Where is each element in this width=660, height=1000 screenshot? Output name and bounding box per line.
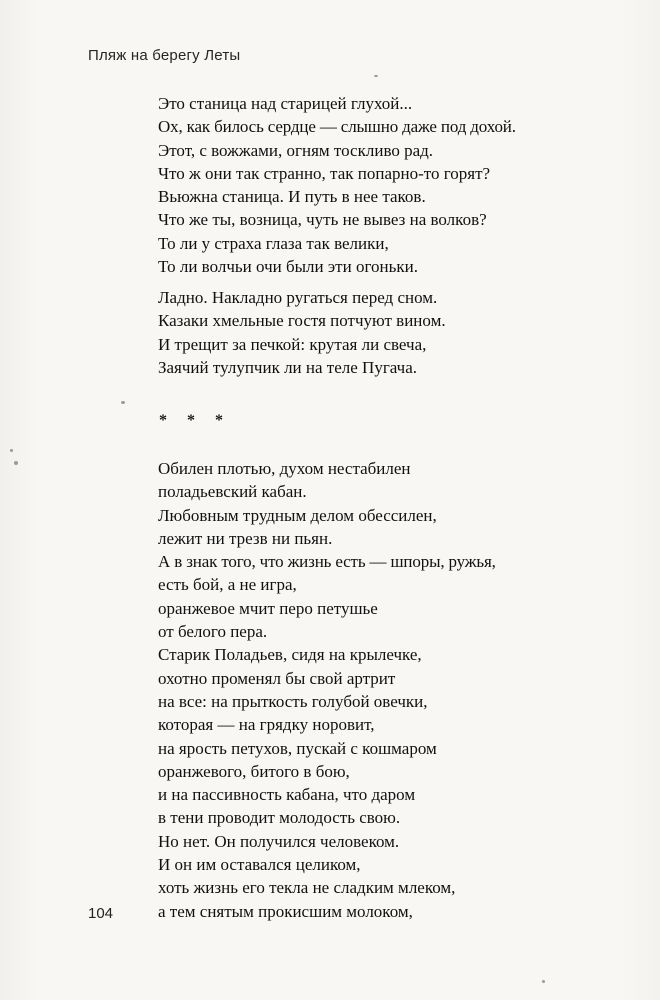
- poem-line: на ярость петухов, пускай с кошмаром: [158, 738, 437, 758]
- poem-line: Обилен плотью, духом нестабилен: [158, 459, 411, 478]
- poem-line: поладьевский кабан.: [158, 482, 307, 502]
- print-speck: [121, 401, 125, 404]
- print-speck: [542, 980, 545, 983]
- poem-line: и на пассивность кабана, что даром: [158, 785, 416, 805]
- poem-line: Заячий тулупчик ли на теле Пугача.: [158, 357, 418, 377]
- page-number: 104: [88, 905, 114, 922]
- poem-line: есть бой, а не игра,: [158, 575, 297, 595]
- poem-line: в тени проводит молодость свою.: [158, 808, 401, 828]
- poem-line: Это станица над старицей глухой...: [158, 94, 413, 113]
- poem-line: Этот, с вожжами, огням тоскливо рад.: [158, 140, 434, 160]
- poem-line: Ох, как билось сердце — слышно даже под дохой.: [158, 117, 516, 137]
- poem-2: [158, 457, 496, 923]
- poem-line: Что же ты, возница, чуть не вывез на волков?: [158, 210, 487, 230]
- poem-line: То ли у страха глаза так велики,: [158, 233, 389, 253]
- poem-line: Вьюжна станица. И путь в нее таков.: [158, 187, 426, 207]
- print-speck: [10, 449, 13, 452]
- poem-line: хоть жизнь его текла не сладким млеком,: [158, 878, 456, 898]
- poem-line: Старик Поладьев, сидя на крылечке,: [158, 645, 422, 665]
- poem-line: И трещит за печкой: крутая ли свеча,: [158, 334, 427, 354]
- print-speck: [374, 75, 378, 77]
- poem-1-stanza-1: [158, 92, 516, 278]
- poem-line: И он им оставался целиком,: [158, 855, 361, 875]
- poem-line: оранжевое мчит перо петушье: [158, 598, 378, 618]
- poem-line: Казаки хмельные гостя потчуют вином.: [158, 311, 446, 331]
- poem-line: лежит ни трезв ни пьян.: [158, 528, 333, 548]
- poem-line: Ладно. Накладно ругаться перед сном.: [158, 288, 438, 307]
- poem-line: оранжевого, битого в бою,: [158, 761, 350, 781]
- poem-line: А в знак того, что жизнь есть — шпоры, ружья,: [158, 552, 496, 572]
- poem-line: охотно променял бы свой артрит: [158, 668, 396, 688]
- poem-line: Но нет. Он получился человеком.: [158, 831, 400, 851]
- poem-line: а тем снятым прокисшим молоком,: [158, 901, 413, 921]
- poem-line: на все: на прыткость голубой овечки,: [158, 691, 428, 711]
- section-separator: * * *: [159, 412, 231, 429]
- print-speck: [14, 461, 18, 465]
- poem-line: Что ж они так странно, так попарно-то горят?: [158, 163, 491, 183]
- poem-1-stanza-2: [158, 286, 446, 379]
- poem-line: То ли волчьи очи были эти огоньки.: [158, 257, 418, 277]
- running-title: Пляж на берегу Леты: [88, 47, 241, 64]
- poem-line: которая — на грядку норовит,: [158, 715, 375, 735]
- poem-line: Любовным трудным делом обессилен,: [158, 505, 437, 525]
- poem-line: от белого пера.: [158, 622, 268, 642]
